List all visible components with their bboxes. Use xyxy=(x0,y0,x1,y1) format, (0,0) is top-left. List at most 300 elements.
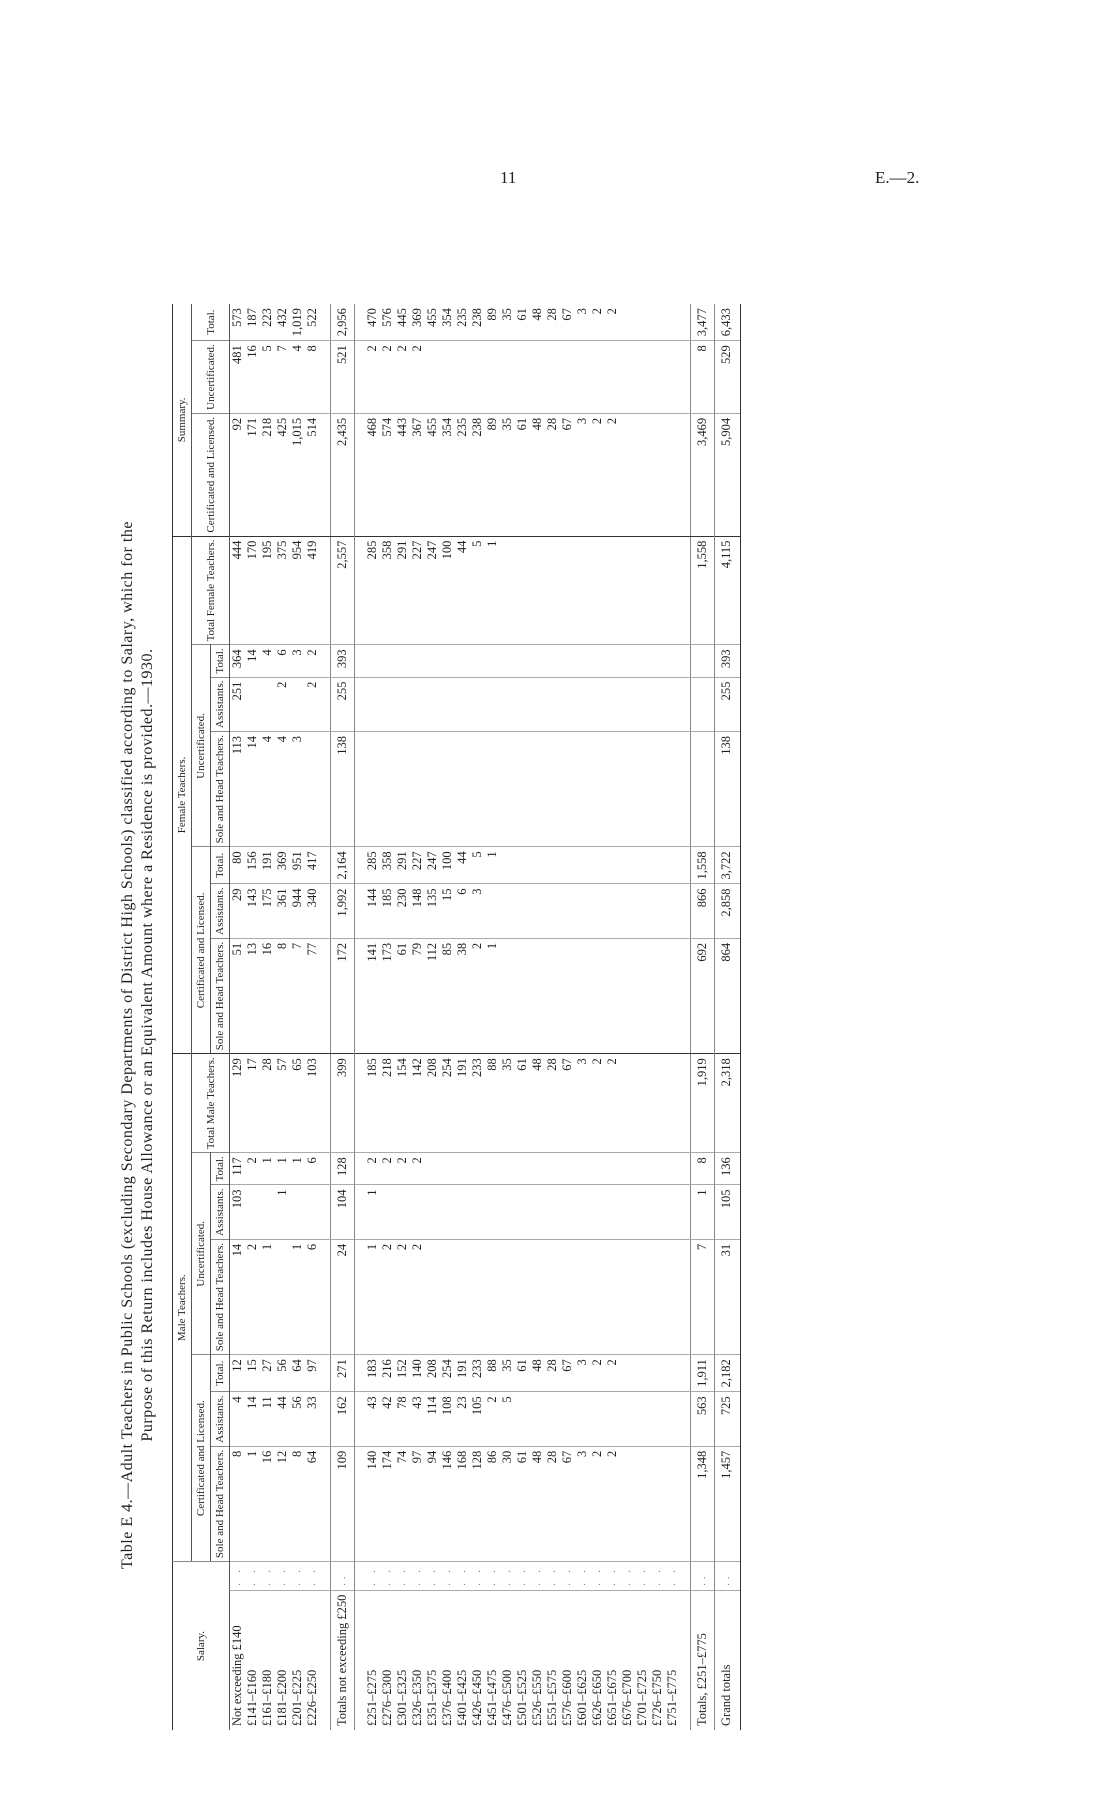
salary-label: £476–£500 xyxy=(500,1590,515,1730)
table-cell xyxy=(665,847,680,884)
table-cell: 367 xyxy=(410,413,425,536)
table-cell: 105 xyxy=(470,1392,485,1446)
leader-dots: .. xyxy=(331,1562,355,1591)
table-cell xyxy=(650,341,665,414)
table-cell xyxy=(395,732,410,847)
table-cell xyxy=(605,1239,620,1354)
table-cell: 4 xyxy=(275,732,290,847)
table-cell xyxy=(440,1239,455,1354)
table-cell xyxy=(691,677,715,731)
table-cell xyxy=(620,1054,635,1153)
table-cell: 128 xyxy=(331,1153,355,1185)
table-cell xyxy=(560,1185,575,1239)
table-cell xyxy=(290,677,305,731)
table-cell xyxy=(560,1153,575,1185)
table-cell: 100 xyxy=(440,536,455,645)
table-cell: 2 xyxy=(590,308,604,315)
table-cell: 1,992 xyxy=(331,884,355,938)
table-cell xyxy=(245,677,260,731)
table-cell: 17 xyxy=(245,1054,260,1153)
table-cell: 8 xyxy=(275,938,290,1053)
salary-label: £226–£250 xyxy=(305,1590,320,1730)
table-cell: 2 xyxy=(395,1153,410,1185)
table-cell xyxy=(530,732,545,847)
table-cell: 2 xyxy=(485,1392,500,1446)
leader-dots: . . xyxy=(380,1562,395,1591)
salary-label: £526–£550 xyxy=(530,1590,545,1730)
table-cell xyxy=(620,1355,635,1392)
table-cell: 445 xyxy=(395,308,409,327)
table-cell: 191 xyxy=(455,1054,470,1153)
table-cell: 455 xyxy=(425,308,439,327)
table-cell: 285 xyxy=(365,847,380,884)
table-cell: 2,182 xyxy=(715,1355,741,1392)
table-cell: 78 xyxy=(395,1392,410,1446)
table-cell xyxy=(605,847,620,884)
table-cell xyxy=(635,847,650,884)
table-cell xyxy=(605,536,620,645)
total-row xyxy=(691,304,715,1730)
table-cell xyxy=(515,1185,530,1239)
table-cell: 444 xyxy=(230,536,246,645)
table-cell: 92 xyxy=(230,413,246,536)
table-cell xyxy=(560,645,575,677)
table-cell: 15 xyxy=(245,1355,260,1392)
table-cell xyxy=(650,1392,665,1446)
table-cell xyxy=(455,677,470,731)
table-cell: 156 xyxy=(245,847,260,884)
table-cell: 576 xyxy=(380,308,394,327)
table-cell xyxy=(545,1153,560,1185)
table-row xyxy=(470,304,485,1730)
table-cell xyxy=(620,341,635,414)
table-cell: 105 xyxy=(715,1185,741,1239)
table-cell xyxy=(260,677,275,731)
table-cell xyxy=(410,677,425,731)
table-cell xyxy=(605,1392,620,1446)
table-cell: 65 xyxy=(290,1054,305,1153)
salary-label: £701–£725 xyxy=(635,1590,650,1730)
page-number: 11 xyxy=(500,168,517,187)
table-cell: 171 xyxy=(245,413,260,536)
table-cell: 23 xyxy=(455,1392,470,1446)
table-cell: 251 xyxy=(230,677,246,731)
table-cell: 97 xyxy=(305,1355,320,1392)
table-cell: 30 xyxy=(500,1446,515,1561)
table-cell: 255 xyxy=(715,677,741,731)
table-cell xyxy=(455,1153,470,1185)
salary-label: £161–£180 xyxy=(260,1590,275,1730)
table-cell xyxy=(455,645,470,677)
table-cell: 80 xyxy=(230,847,246,884)
table-cell xyxy=(530,1392,545,1446)
table-cell: 2,164 xyxy=(331,847,355,884)
table-cell: 1,348 xyxy=(691,1446,715,1561)
table-cell: 48 xyxy=(530,413,545,536)
leader-dots: . . xyxy=(440,1562,455,1591)
table-cell: 443 xyxy=(395,413,410,536)
table-cell xyxy=(500,677,515,731)
table-cell: 2 xyxy=(470,938,485,1053)
table-cell: 11 xyxy=(260,1392,275,1446)
table-cell: 67 xyxy=(560,1355,575,1392)
leader-dots: . . xyxy=(290,1562,305,1591)
table-cell: 4 xyxy=(290,341,305,414)
table-cell xyxy=(380,1185,395,1239)
table-cell xyxy=(530,677,545,731)
leader-dots: . . xyxy=(665,1562,680,1591)
table-cell: 2 xyxy=(590,1446,605,1561)
table-cell xyxy=(560,847,575,884)
leader-dots: . . xyxy=(275,1562,290,1591)
table-cell: 725 xyxy=(715,1392,741,1446)
table-cell xyxy=(530,645,545,677)
table-cell xyxy=(590,1153,605,1185)
table-cell xyxy=(605,677,620,731)
table-cell: 2 xyxy=(365,341,380,414)
table-cell xyxy=(635,304,650,341)
table-cell: 28 xyxy=(260,1054,275,1153)
table-cell: 1 xyxy=(365,1239,380,1354)
leader-dots: . . xyxy=(230,1562,246,1591)
table-cell: 56 xyxy=(290,1392,305,1446)
table-cell xyxy=(620,413,635,536)
leader-dots: . . xyxy=(395,1562,410,1591)
table-cell xyxy=(590,884,605,938)
table-cell: 42 xyxy=(380,1392,395,1446)
table-cell: 57 xyxy=(275,1054,290,1153)
table-cell xyxy=(635,536,650,645)
table-cell: 77 xyxy=(305,938,320,1053)
table-cell xyxy=(590,677,605,731)
table-cell xyxy=(545,732,560,847)
table-cell: 48 xyxy=(530,1446,545,1561)
table-cell: 233 xyxy=(470,1054,485,1153)
table-cell: 187 xyxy=(245,308,259,327)
table-cell: 2 xyxy=(305,677,320,731)
col-total: Total. xyxy=(211,1355,230,1392)
total-row xyxy=(331,304,355,1730)
col-salary: Salary. xyxy=(173,1562,230,1730)
table-cell: 85 xyxy=(440,938,455,1053)
table-cell xyxy=(665,1185,680,1239)
table-cell: 208 xyxy=(425,1355,440,1392)
table-cell: 2 xyxy=(365,1153,380,1185)
col-assistants: Assistants. xyxy=(211,677,230,731)
table-cell: 1,457 xyxy=(715,1446,741,1561)
table-cell: 425 xyxy=(275,413,290,536)
table-cell: 88 xyxy=(485,1355,500,1392)
table-cell: 35 xyxy=(500,413,515,536)
table-cell xyxy=(425,1185,440,1239)
table-cell: 399 xyxy=(331,1054,355,1153)
table-cell xyxy=(440,1153,455,1185)
table-cell xyxy=(665,413,680,536)
table-cell: 67 xyxy=(560,308,574,321)
leader-dots: . . xyxy=(530,1562,545,1591)
table-cell xyxy=(305,1185,320,1239)
table-cell xyxy=(650,1239,665,1354)
table-cell: 291 xyxy=(395,847,410,884)
table-cell xyxy=(590,1239,605,1354)
table-cell: 529 xyxy=(715,341,741,414)
table-cell: 141 xyxy=(365,938,380,1053)
table-cell xyxy=(635,1185,650,1239)
table-cell: 1 xyxy=(485,847,500,884)
table-cell xyxy=(485,677,500,731)
salary-label: £551–£575 xyxy=(545,1590,560,1730)
table-cell: 173 xyxy=(380,938,395,1053)
table-cell xyxy=(515,938,530,1053)
table-cell xyxy=(515,1392,530,1446)
table-cell xyxy=(650,732,665,847)
salary-label: £401–£425 xyxy=(455,1590,470,1730)
table-cell: 89 xyxy=(485,308,499,321)
table-cell xyxy=(665,1153,680,1185)
table-cell xyxy=(575,645,590,677)
table-cell: 175 xyxy=(260,884,275,938)
table-cell: 67 xyxy=(560,413,575,536)
table-cell xyxy=(665,1239,680,1354)
leader-dots: . . xyxy=(545,1562,560,1591)
table-cell xyxy=(691,732,715,847)
table-row xyxy=(650,304,665,1730)
table-cell xyxy=(470,1239,485,1354)
table-cell xyxy=(515,884,530,938)
table-cell: 455 xyxy=(425,413,440,536)
table-cell xyxy=(575,1185,590,1239)
table-cell: 5 xyxy=(500,1392,515,1446)
table-cell: 24 xyxy=(331,1239,355,1354)
table-cell: 2 xyxy=(410,1153,425,1185)
table-cell: 97 xyxy=(410,1446,425,1561)
table-cell: 138 xyxy=(331,732,355,847)
salary-label: £601–£625 xyxy=(575,1590,590,1730)
table-cell xyxy=(470,341,485,414)
table-cell: 5 xyxy=(260,341,275,414)
table-cell xyxy=(620,1392,635,1446)
table-cell: 170 xyxy=(245,536,260,645)
table-cell xyxy=(575,938,590,1053)
table-cell xyxy=(635,884,650,938)
grand-row xyxy=(715,304,741,1730)
table-cell: 354 xyxy=(440,308,454,327)
table-cell xyxy=(650,645,665,677)
table-cell: 4,115 xyxy=(715,536,741,645)
table-cell: 117 xyxy=(230,1153,246,1185)
table-cell xyxy=(515,847,530,884)
table-cell xyxy=(620,677,635,731)
table-cell: 6 xyxy=(305,1239,320,1354)
table-cell: 1 xyxy=(485,536,500,645)
leader-dots: . . xyxy=(560,1562,575,1591)
table-cell: 28 xyxy=(545,1446,560,1561)
table-cell: 28 xyxy=(545,1355,560,1392)
table-cell: 1 xyxy=(365,1185,380,1239)
table-cell xyxy=(590,938,605,1053)
table-cell xyxy=(560,884,575,938)
table-cell: 38 xyxy=(455,938,470,1053)
table-cell: 33 xyxy=(305,1392,320,1446)
table-cell xyxy=(665,1446,680,1561)
table-cell: 7 xyxy=(290,938,305,1053)
table-cell xyxy=(650,536,665,645)
table-cell xyxy=(365,645,380,677)
table-cell xyxy=(545,1185,560,1239)
table-row xyxy=(245,304,260,1730)
table-cell: 3,722 xyxy=(715,847,741,884)
table-cell xyxy=(470,645,485,677)
salary-label: Totals not exceeding £250 xyxy=(331,1590,355,1730)
table-cell: 31 xyxy=(715,1239,741,1354)
table-cell xyxy=(500,1185,515,1239)
table-cell: 358 xyxy=(380,847,395,884)
table-cell xyxy=(500,1239,515,1354)
table-cell xyxy=(560,1239,575,1354)
table-cell xyxy=(665,341,680,414)
leader-dots: . . xyxy=(470,1562,485,1591)
table-cell: 2 xyxy=(305,645,320,677)
table-cell: 43 xyxy=(410,1392,425,1446)
table-cell: 13 xyxy=(245,938,260,1053)
table-cell xyxy=(635,413,650,536)
spacer-row xyxy=(680,304,691,1730)
table-cell: 254 xyxy=(440,1054,455,1153)
table-row xyxy=(485,304,500,1730)
table-cell xyxy=(425,1153,440,1185)
table-cell: 8 xyxy=(691,1153,715,1185)
table-cell xyxy=(395,677,410,731)
table-cell: 2 xyxy=(605,308,619,315)
table-cell xyxy=(410,645,425,677)
table-cell: 1 xyxy=(290,1239,305,1354)
col-sum-total: Total. xyxy=(192,304,230,341)
table-cell: 14 xyxy=(245,732,260,847)
col-assistants: Assistants. xyxy=(211,884,230,938)
table-cell: 361 xyxy=(275,884,290,938)
table-cell xyxy=(650,1185,665,1239)
table-cell: 2,557 xyxy=(331,536,355,645)
table-cell: 247 xyxy=(425,536,440,645)
table-row xyxy=(425,304,440,1730)
table-cell xyxy=(560,536,575,645)
table-cell xyxy=(650,1153,665,1185)
table-cell: 2,956 xyxy=(331,304,355,341)
leader-dots: . . xyxy=(455,1562,470,1591)
table-cell xyxy=(635,732,650,847)
col-male-cert: Certificated and Licensed. xyxy=(192,1355,211,1562)
table-cell xyxy=(455,1185,470,1239)
table-cell: 61 xyxy=(515,1446,530,1561)
table-cell xyxy=(575,847,590,884)
table-cell xyxy=(590,645,605,677)
table-cell: 1,019 xyxy=(290,308,304,337)
table-cell: 3 xyxy=(575,1054,590,1153)
table-cell xyxy=(635,677,650,731)
table-cell: 16 xyxy=(260,938,275,1053)
table-cell: 104 xyxy=(331,1185,355,1239)
table-cell: 64 xyxy=(305,1446,320,1561)
table-cell: 27 xyxy=(260,1355,275,1392)
table-cell xyxy=(575,341,590,414)
table-cell: 1,911 xyxy=(691,1355,715,1392)
table-cell xyxy=(530,884,545,938)
table-cell: 43 xyxy=(365,1392,380,1446)
table-cell: 285 xyxy=(365,536,380,645)
col-total-female: Total Female Teachers. xyxy=(192,536,230,645)
table-cell xyxy=(470,732,485,847)
table-cell: 74 xyxy=(395,1446,410,1561)
table-cell: 218 xyxy=(380,1054,395,1153)
table-row xyxy=(455,304,470,1730)
table-cell xyxy=(485,884,500,938)
table-cell xyxy=(395,1185,410,1239)
table-cell: 12 xyxy=(275,1446,290,1561)
table-cell: 140 xyxy=(410,1355,425,1392)
table-cell xyxy=(635,1054,650,1153)
spacer-row xyxy=(320,304,331,1730)
table-cell xyxy=(665,1054,680,1153)
table-cell: 15 xyxy=(440,884,455,938)
leader-dots: . . xyxy=(410,1562,425,1591)
table-cell: 6 xyxy=(455,884,470,938)
table-cell: 44 xyxy=(275,1392,290,1446)
table-cell xyxy=(530,847,545,884)
table-cell xyxy=(575,536,590,645)
leader-dots: . . xyxy=(305,1562,320,1591)
table-cell xyxy=(691,645,715,677)
table-cell xyxy=(395,645,410,677)
table-cell: 521 xyxy=(331,341,355,414)
table-cell: 3 xyxy=(575,1446,590,1561)
table-cell xyxy=(620,884,635,938)
table-cell: 573 xyxy=(230,308,244,327)
col-male: Male Teachers. xyxy=(173,1054,192,1562)
table-cell xyxy=(245,1185,260,1239)
salary-label: £181–£200 xyxy=(275,1590,290,1730)
table-cell: 172 xyxy=(331,938,355,1053)
table-cell xyxy=(440,645,455,677)
table-cell xyxy=(470,677,485,731)
table-cell xyxy=(590,732,605,847)
table-cell xyxy=(500,938,515,1053)
table-cell: 183 xyxy=(365,1355,380,1392)
leader-dots: . . xyxy=(605,1562,620,1591)
table-row xyxy=(260,304,275,1730)
table-cell: 3 xyxy=(470,884,485,938)
col-total: Total. xyxy=(211,847,230,884)
table-cell xyxy=(410,732,425,847)
table-cell: 100 xyxy=(440,847,455,884)
table-cell: 954 xyxy=(290,536,305,645)
table-cell xyxy=(380,732,395,847)
table-cell: 48 xyxy=(530,1054,545,1153)
table-cell xyxy=(560,1392,575,1446)
table-cell: 162 xyxy=(331,1392,355,1446)
table-row xyxy=(530,304,545,1730)
table-cell: 218 xyxy=(260,413,275,536)
table-cell xyxy=(380,677,395,731)
table-cell xyxy=(530,1239,545,1354)
salary-label: £251–£275 xyxy=(365,1590,380,1730)
table-cell: 4 xyxy=(260,732,275,847)
table-cell: 291 xyxy=(395,536,410,645)
table-cell xyxy=(650,413,665,536)
table-cell: 144 xyxy=(365,884,380,938)
leader-dots: . . xyxy=(425,1562,440,1591)
salary-label: £676–£700 xyxy=(620,1590,635,1730)
table-cell: 230 xyxy=(395,884,410,938)
